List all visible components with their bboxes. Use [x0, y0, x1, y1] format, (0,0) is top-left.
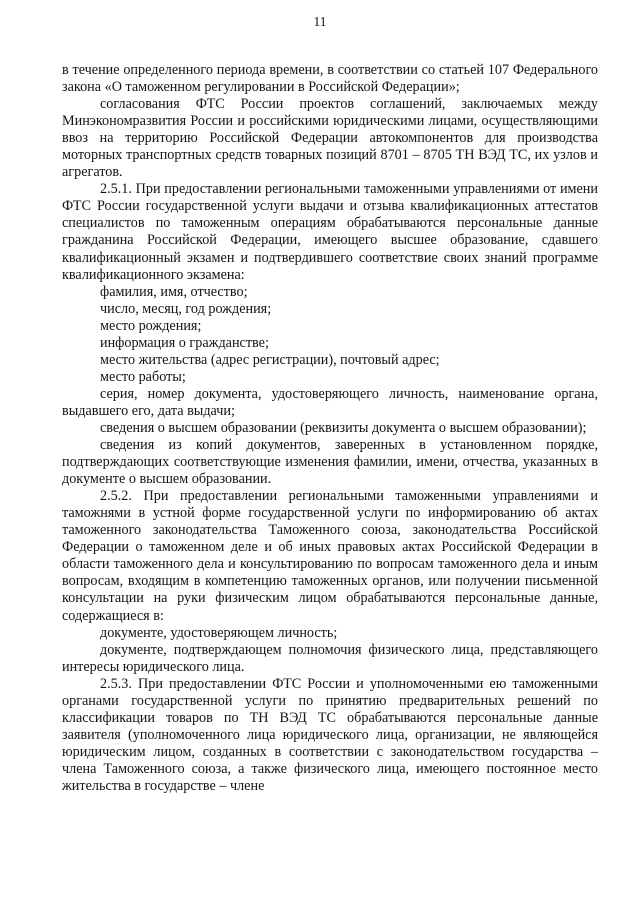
list-item-birth-place: место рождения; [100, 317, 202, 334]
list-item-workplace: место работы; [100, 368, 186, 385]
paragraph-2-5-3: 2.5.3. При предоставлении ФТС России и уполномоченными ею таможенными органами государственной услуги по принятию предварительных решений по классификации товаров по ТН ВЭД ТС обрабатываются персональные данные заявителя (уполномоченного лица юридического лица, организации, не являющейся юридическим лицом, созданных в соответствии с законодательством государства – члена Таможенного союза, а также физического лица, имеющего постоянное место жительства в государстве – члене [62, 675, 598, 794]
list-item-address: место жительства (адрес регистрации), почтовый адрес; [100, 351, 440, 368]
paragraph-2-5-1: 2.5.1. При предоставлении региональными таможенными управлениями от имени ФТС России государственной услуги выдачи и отзыва квалификационных аттестатов специалистов по таможенным операциям обрабатываются персональные данные гражданина Российской Федерации, имеющего высшее образование, сдавшего квалификационный экзамен и подтвердившего соответствие своих знаний программе квалификационного экзамена: [62, 181, 598, 283]
list-item-identity-document-2: документе, удостоверяющем личность; [100, 624, 338, 641]
list-item-full-name: фамилия, имя, отчество; [100, 283, 248, 300]
list-item-birth-date: число, месяц, год рождения; [100, 300, 272, 317]
document-body [62, 62, 598, 795]
list-item-citizenship: информация о гражданстве; [100, 334, 269, 351]
paragraph-2-5-2: 2.5.2. При предоставлении региональными таможенными управлениями и таможнями в устной форме государственной услуги по информированию об актах таможенного законодательства Таможенного союза, законодательства Российской Федерации о таможенном деле и об иных правовых актах Российской Федерации в области таможенного дела и консультированию по вопросам таможенного дела и иным вопросам, входящим в компетенцию таможенных органов, или получении письменной консультации на руки физическим лицом обрабатываются персональные данные, содержащиеся в: [62, 488, 598, 624]
paragraph-1: в течение определенного периода времени, в соответствии со статьей 107 Федерального закона «О таможенном регулировании в Российской Федерации»; [62, 62, 598, 96]
page-number: 11 [313, 14, 327, 29]
list-item-document-copies: сведения из копий документов, заверенных в установленном порядке, подтверждающих соответствующие изменения фамилии, имени, отчества, указанных в документе о высшем образовании. [62, 437, 598, 488]
list-item-identity-document: серия, номер документа, удостоверяющего личность, наименование органа, выдавшего его, дата выдачи; [62, 385, 598, 419]
list-item-power-of-attorney: документе, подтверждающем полномочия физического лица, представляющего интересы юридического лица. [62, 641, 598, 675]
list-item-education: сведения о высшем образовании (реквизиты документа о высшем образовании); [100, 419, 587, 436]
paragraph-2: согласования ФТС России проектов соглашений, заключаемых между Минэкономразвития России и российскими юридическими лицами, осуществляющими ввоз на территорию Российской Федерации автокомпонентов для производства моторных транспортных средств товарных позиций 8701 – 8705 ТН ВЭД ТС, их узлов и агрегатов. [62, 96, 598, 181]
